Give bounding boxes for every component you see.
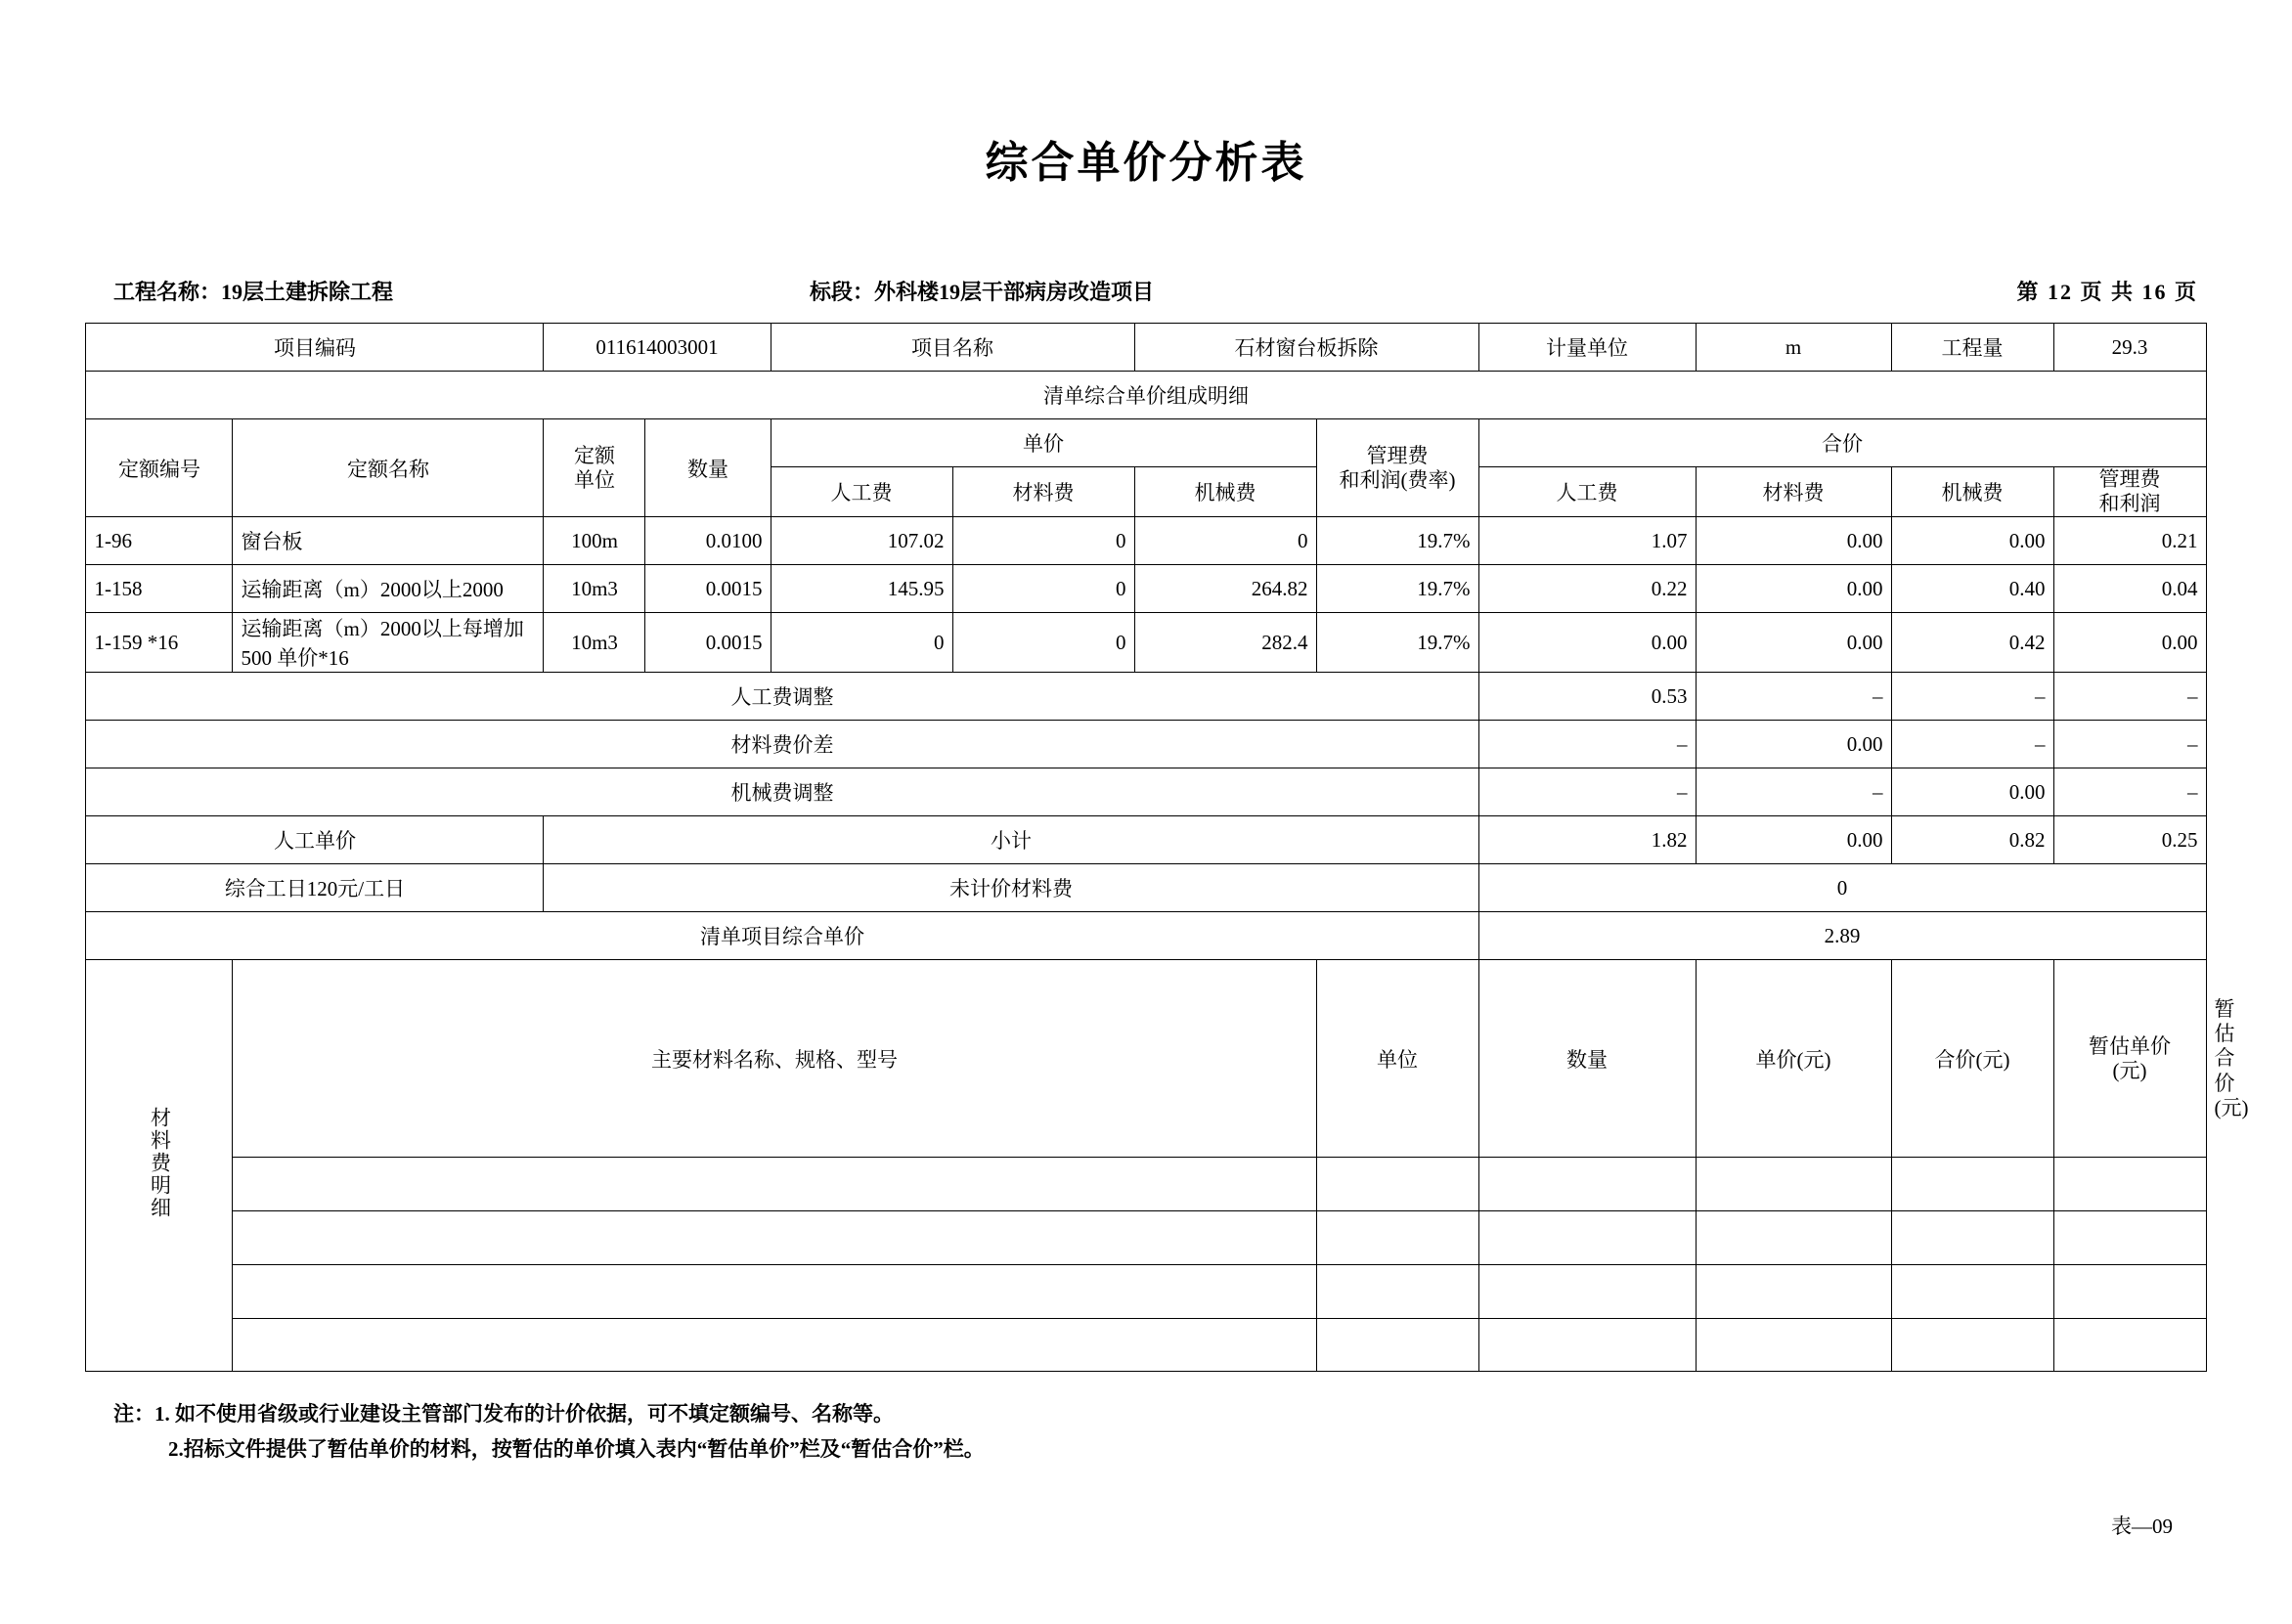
comprehensive-price-row bbox=[86, 912, 2206, 960]
material-detail-qty-header: 数量 bbox=[1478, 960, 1696, 1158]
adjustment-overhead: – bbox=[2053, 721, 2206, 768]
subtotal-overhead: 0.25 bbox=[2053, 816, 2206, 864]
col-overhead-rate-line1: 管理费 bbox=[1366, 443, 1429, 467]
material-detail-unit bbox=[1316, 1264, 1478, 1318]
material-detail-side-label bbox=[86, 960, 233, 1372]
adjustment-label: 人工费调整 bbox=[86, 673, 1478, 721]
adjustment-label: 机械费调整 bbox=[86, 768, 1478, 816]
material-detail-row bbox=[86, 1211, 2206, 1265]
row-total-labor: 1.07 bbox=[1478, 517, 1696, 565]
document-meta bbox=[86, 276, 2206, 309]
row-overhead-rate: 19.7% bbox=[1316, 517, 1478, 565]
material-detail-name bbox=[233, 1318, 1316, 1372]
col-unit-material: 材料费 bbox=[952, 467, 1134, 517]
adjustment-machine: 0.00 bbox=[1891, 768, 2053, 816]
adjustment-row bbox=[86, 721, 2206, 768]
material-detail-row bbox=[86, 1264, 2206, 1318]
row-total-labor: 0.00 bbox=[1478, 613, 1696, 673]
row-unit-labor: 107.02 bbox=[771, 517, 952, 565]
notes-text-1: 1. 如不使用省级或行业建设主管部门发布的计价依据，可不填定额编号、名称等。 bbox=[154, 1402, 894, 1426]
adjustment-label: 材料费价差 bbox=[86, 721, 1478, 768]
row-unit: 10m3 bbox=[544, 613, 645, 673]
notes-prefix: 注： bbox=[113, 1402, 154, 1426]
adjustment-machine: – bbox=[1891, 721, 2053, 768]
col-quota-unit-line1: 定额 bbox=[573, 443, 615, 467]
row-name: 窗台板 bbox=[233, 517, 544, 565]
row-total-overhead: 0.04 bbox=[2053, 565, 2206, 613]
quantity-value: 29.3 bbox=[2053, 324, 2206, 372]
material-detail-side-label-text: 材料费明细 bbox=[148, 1106, 172, 1219]
adjustment-machine: – bbox=[1891, 673, 2053, 721]
row-unit-machine: 0 bbox=[1134, 517, 1316, 565]
notes-line-2: 2.招标文件提供了暂估单价的材料，按暂估的单价填入表内“暂估单价”栏及“暂估合价”栏。 bbox=[168, 1437, 985, 1462]
composition-title: 清单综合单价组成明细 bbox=[86, 372, 2206, 419]
quantity-label: 工程量 bbox=[1891, 324, 2053, 372]
subtotal-labor: 1.82 bbox=[1478, 816, 1696, 864]
material-detail-est-unit-price bbox=[2053, 1158, 2206, 1211]
material-detail-est-unit-price-header bbox=[2053, 960, 2206, 1158]
col-quota-unit-line2: 单位 bbox=[573, 467, 615, 492]
est-unit-price-line2: (元) bbox=[2112, 1058, 2147, 1082]
row-unit-machine: 264.82 bbox=[1134, 565, 1316, 613]
notes-line-1 bbox=[113, 1397, 2206, 1432]
material-detail-header-row: 材料费明细 主要材料名称、规格、型号 单位 数量 单价(元) 合价(元) 暂估单价 (元) 暂估合价 (元) bbox=[86, 960, 2206, 1158]
row-total-material: 0.00 bbox=[1696, 565, 1891, 613]
material-detail-qty bbox=[1478, 1158, 1696, 1211]
section-value: 外科楼19层干部病房改造项目 bbox=[874, 280, 1155, 304]
col-total-overhead bbox=[2053, 467, 2206, 517]
col-total-machine: 机械费 bbox=[1891, 467, 2053, 517]
comprehensive-price-label: 清单项目综合单价 bbox=[86, 912, 1478, 960]
adjustment-labor: – bbox=[1478, 768, 1696, 816]
adjustment-overhead: – bbox=[2053, 673, 2206, 721]
adjustment-row bbox=[86, 673, 2206, 721]
row-unit: 10m3 bbox=[544, 565, 645, 613]
adjustment-labor: – bbox=[1478, 721, 1696, 768]
est-unit-price-line1: 暂估单价 bbox=[2089, 1033, 2171, 1058]
subtotal-material: 0.00 bbox=[1696, 816, 1891, 864]
row-qty: 0.0015 bbox=[645, 565, 771, 613]
unit-label: 计量单位 bbox=[1478, 324, 1696, 372]
material-detail-name bbox=[233, 1211, 1316, 1265]
row-total-machine: 0.40 bbox=[1891, 565, 2053, 613]
material-detail-est-unit-price bbox=[2053, 1264, 2206, 1318]
table-row bbox=[86, 613, 2206, 673]
code-value: 011614003001 bbox=[544, 324, 771, 372]
labor-unit-price-label: 人工单价 bbox=[86, 816, 544, 864]
comprehensive-price-value: 2.89 bbox=[1478, 912, 2206, 960]
row-code: 1-96 bbox=[86, 517, 233, 565]
material-detail-name bbox=[233, 1264, 1316, 1318]
adjustment-row bbox=[86, 768, 2206, 816]
col-total-labor: 人工费 bbox=[1478, 467, 1696, 517]
row-code: 1-159 *16 bbox=[86, 613, 233, 673]
col-quota-code: 定额编号 bbox=[86, 419, 233, 517]
material-detail-unit-price bbox=[1696, 1318, 1891, 1372]
col-overhead-rate bbox=[1316, 419, 1478, 517]
section-block bbox=[810, 276, 1154, 306]
row-unit-labor: 0 bbox=[771, 613, 952, 673]
col-total-overhead-line2: 和利润 bbox=[2098, 492, 2161, 516]
material-detail-unit-price bbox=[1696, 1158, 1891, 1211]
material-detail-est-unit-price bbox=[2053, 1211, 2206, 1265]
header-info-row bbox=[86, 324, 2206, 372]
material-detail-unit bbox=[1316, 1158, 1478, 1211]
adjustment-material: – bbox=[1696, 768, 1891, 816]
row-overhead-rate: 19.7% bbox=[1316, 565, 1478, 613]
row-unit-material: 0 bbox=[952, 565, 1134, 613]
row-unit-material: 0 bbox=[952, 613, 1134, 673]
row-name: 运输距离（m）2000以上2000 bbox=[233, 565, 544, 613]
row-code: 1-158 bbox=[86, 565, 233, 613]
section-label: 标段： bbox=[810, 280, 875, 304]
row-overhead-rate: 19.7% bbox=[1316, 613, 1478, 673]
page-number: 第 12 页 共 16 页 bbox=[2016, 280, 2198, 304]
material-detail-total-price bbox=[1891, 1264, 2053, 1318]
item-name-value: 石材窗台板拆除 bbox=[1134, 324, 1478, 372]
project-name-label: 工程名称： bbox=[113, 280, 222, 304]
row-unit-labor: 145.95 bbox=[771, 565, 952, 613]
row-total-overhead: 0.21 bbox=[2053, 517, 2206, 565]
col-quantity: 数量 bbox=[645, 419, 771, 517]
col-quota-name: 定额名称 bbox=[233, 419, 544, 517]
row-unit-material: 0 bbox=[952, 517, 1134, 565]
unit-value: m bbox=[1696, 324, 1891, 372]
material-detail-qty bbox=[1478, 1318, 1696, 1372]
material-detail-total-price bbox=[1891, 1211, 2053, 1265]
table-row bbox=[86, 565, 2206, 613]
item-name-label: 项目名称 bbox=[771, 324, 1134, 372]
material-detail-name bbox=[233, 1158, 1316, 1211]
row-total-labor: 0.22 bbox=[1478, 565, 1696, 613]
material-detail-total-price bbox=[1891, 1318, 2053, 1372]
material-detail-unit-header: 单位 bbox=[1316, 960, 1478, 1158]
material-detail-total-price-header: 合价(元) bbox=[1891, 960, 2053, 1158]
material-detail-unit bbox=[1316, 1318, 1478, 1372]
material-detail-qty bbox=[1478, 1264, 1696, 1318]
row-total-machine: 0.42 bbox=[1891, 613, 2053, 673]
row-unit-machine: 282.4 bbox=[1134, 613, 1316, 673]
project-name-block bbox=[113, 276, 393, 306]
adjustment-material: – bbox=[1696, 673, 1891, 721]
subtotal-row bbox=[86, 816, 2206, 864]
composition-title-row bbox=[86, 372, 2206, 419]
page-title: 综合单价分析表 bbox=[985, 139, 1307, 187]
material-detail-unit-price bbox=[1696, 1211, 1891, 1265]
subtotal-machine: 0.82 bbox=[1891, 816, 2053, 864]
daily-wage-label: 综合工日120元/工日 bbox=[86, 864, 544, 912]
table-row bbox=[86, 517, 2206, 565]
subtotal-label: 小计 bbox=[544, 816, 1478, 864]
material-detail-unit-price bbox=[1696, 1264, 1891, 1318]
col-total-overhead-line1: 管理费 bbox=[2098, 467, 2161, 491]
row-total-material: 0.00 bbox=[1696, 517, 1891, 565]
row-total-material: 0.00 bbox=[1696, 613, 1891, 673]
material-detail-est-unit-price bbox=[2053, 1318, 2206, 1372]
material-detail-main-header: 主要材料名称、规格、型号 bbox=[233, 960, 1316, 1158]
col-unit-machine: 机械费 bbox=[1134, 467, 1316, 517]
material-detail-unit bbox=[1316, 1211, 1478, 1265]
material-detail-row bbox=[86, 1158, 2206, 1211]
col-overhead-rate-line2: 和利润(费率) bbox=[1339, 467, 1456, 492]
unpriced-material-value: 0 bbox=[1478, 864, 2206, 912]
adjustment-overhead: – bbox=[2053, 768, 2206, 816]
daily-wage-row bbox=[86, 864, 2206, 912]
material-detail-row bbox=[86, 1318, 2206, 1372]
adjustment-material: 0.00 bbox=[1696, 721, 1891, 768]
col-unit-price-group: 单价 bbox=[771, 419, 1316, 467]
row-name: 运输距离（m）2000以上每增加500 单价*16 bbox=[233, 613, 544, 673]
analysis-table bbox=[85, 323, 2249, 1372]
row-qty: 0.0100 bbox=[645, 517, 771, 565]
unpriced-material-label: 未计价材料费 bbox=[544, 864, 1478, 912]
material-detail-qty bbox=[1478, 1211, 1696, 1265]
adjustment-labor: 0.53 bbox=[1478, 673, 1696, 721]
notes-block bbox=[86, 1397, 2206, 1467]
col-quota-unit bbox=[544, 419, 645, 517]
material-detail-unit-price-header: 单价(元) bbox=[1696, 960, 1891, 1158]
column-header-row-1 bbox=[86, 419, 2206, 467]
row-qty: 0.0015 bbox=[645, 613, 771, 673]
col-total-material: 材料费 bbox=[1696, 467, 1891, 517]
form-code: 表—09 bbox=[2111, 1514, 2173, 1538]
material-detail-total-price bbox=[1891, 1158, 2053, 1211]
col-unit-labor: 人工费 bbox=[771, 467, 952, 517]
code-label: 项目编码 bbox=[86, 324, 544, 372]
row-unit: 100m bbox=[544, 517, 645, 565]
row-total-overhead: 0.00 bbox=[2053, 613, 2206, 673]
project-name-value: 19层土建拆除工程 bbox=[221, 280, 394, 304]
col-total-price-group: 合价 bbox=[1478, 419, 2206, 467]
row-total-machine: 0.00 bbox=[1891, 517, 2053, 565]
